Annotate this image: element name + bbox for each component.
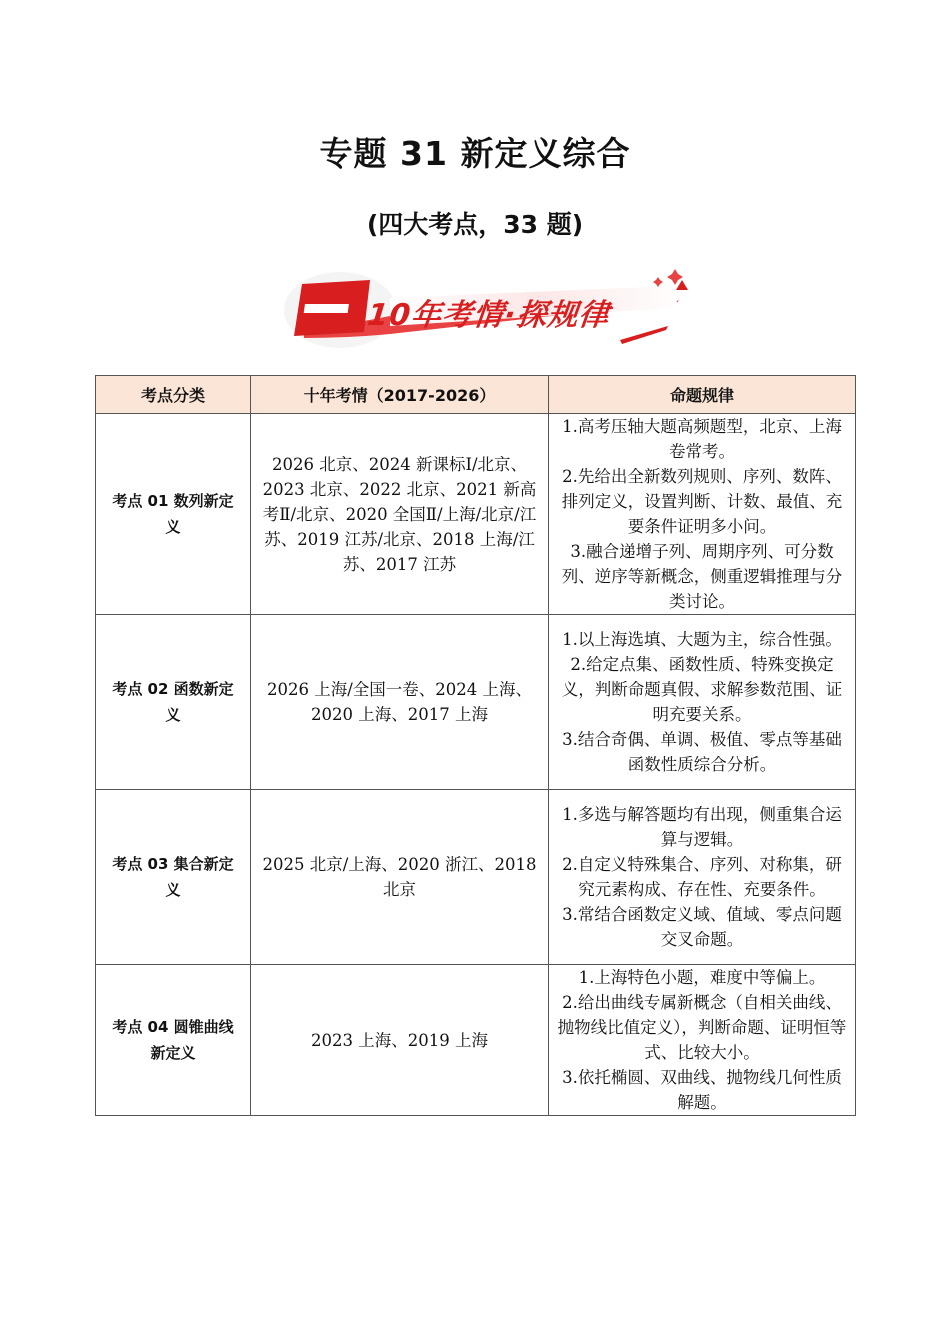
history-cell: 2026 上海/全国一卷、2024 上海、2020 上海、2017 上海 bbox=[251, 615, 549, 790]
rule-item: 1.高考压轴大题高频题型，北京、上海卷常考。 bbox=[562, 417, 842, 461]
rules-cell bbox=[549, 790, 856, 965]
section-banner bbox=[280, 268, 700, 352]
category-cell: 考点 03 集合新定义 bbox=[96, 790, 251, 965]
rule-item: 1.以上海选填、大题为主，综合性强。 bbox=[562, 630, 842, 649]
rule-item: 3.常结合函数定义域、值域、零点问题交叉命题。 bbox=[562, 905, 842, 949]
page-title: 专题 31 新定义综合 bbox=[319, 134, 631, 173]
rule-item: 2.给出曲线专属新概念（自相关曲线、抛物线比值定义），判断命题、证明恒等式、比较大小。 bbox=[557, 993, 847, 1062]
category-cell: 考点 04 圆锥曲线新定义 bbox=[96, 965, 251, 1116]
category-cell: 考点 01 数列新定义 bbox=[96, 414, 251, 615]
history-cell: 2025 北京/上海、2020 浙江、2018 北京 bbox=[251, 790, 549, 965]
rule-item: 1.多选与解答题均有出现，侧重集合运算与逻辑。 bbox=[562, 805, 842, 849]
table-row bbox=[96, 965, 856, 1116]
rule-item: 3.依托椭圆、双曲线、抛物线几何性质解题。 bbox=[562, 1068, 842, 1112]
rule-item: 1.上海特色小题，难度中等偏上。 bbox=[578, 968, 826, 987]
rule-item: 3.结合奇偶、单调、极值、零点等基础函数性质综合分析。 bbox=[562, 730, 842, 774]
table-row bbox=[96, 414, 856, 615]
rule-item: 3.融合递增子列、周期序列、可分数列、逆序等新概念，侧重逻辑推理与分类讨论。 bbox=[561, 542, 843, 611]
page-subtitle: (四大考点，33 题) bbox=[366, 210, 584, 239]
rule-item: 2.先给出全新数列规则、序列、数阵、排列定义，设置判断、计数、最值、充要条件证明多小问。 bbox=[561, 467, 843, 536]
rules-cell bbox=[549, 615, 856, 790]
header-rules: 命题规律 bbox=[549, 376, 856, 414]
header-history: 十年考情（2017-2026） bbox=[251, 376, 549, 414]
history-cell: 2026 北京、2024 新课标Ⅰ/北京、2023 北京、2022 北京、2021 新高考Ⅱ/北京、2020 全国Ⅱ/上海/北京/江苏、2019 江苏/北京、2018 上海/江苏、2017 江苏 bbox=[251, 414, 549, 615]
table-row bbox=[96, 790, 856, 965]
header-category: 考点分类 bbox=[96, 376, 251, 414]
table-header-row bbox=[96, 376, 856, 414]
history-cell: 2023 上海、2019 上海 bbox=[251, 965, 549, 1116]
rule-item: 2.给定点集、函数性质、特殊变换定义，判断命题真假、求解参数范围、证明充要关系。 bbox=[561, 655, 843, 724]
table-row bbox=[96, 615, 856, 790]
category-cell: 考点 02 函数新定义 bbox=[96, 615, 251, 790]
rules-cell bbox=[549, 414, 856, 615]
topic-table bbox=[95, 375, 856, 1116]
rule-item: 2.自定义特殊集合、序列、对称集，研究元素构成、存在性、充要条件。 bbox=[562, 855, 842, 899]
rules-cell bbox=[549, 965, 856, 1116]
banner-title: 10年考情·探规律 bbox=[365, 298, 612, 333]
